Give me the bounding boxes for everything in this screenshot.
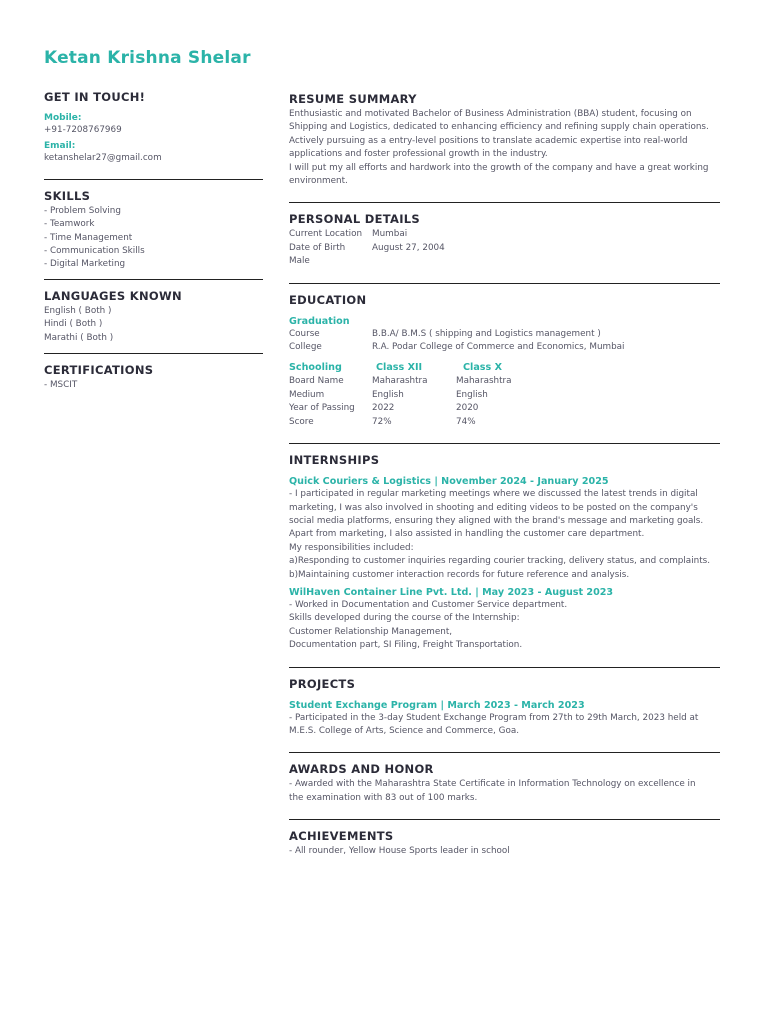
divider xyxy=(289,752,720,753)
internship-line: My responsibilities included: xyxy=(289,542,414,553)
internship-title: WilHaven Container Line Pvt. Ltd. | May 2023 - August 2023 xyxy=(289,586,614,598)
graduation-label: Graduation xyxy=(289,315,350,327)
project-line: M.E.S. College of Arts, Science and Commerce, Goa. xyxy=(289,725,520,736)
skill-item: - Time Management xyxy=(44,232,133,243)
internship-description xyxy=(289,599,720,653)
internship-line: Documentation part, SI Filing, Freight Transportation. xyxy=(289,640,523,651)
email-label: Email: xyxy=(44,141,76,152)
award-line: the examination with 83 out of 100 marks. xyxy=(289,792,478,803)
gender-value: Male xyxy=(289,256,310,267)
internship-line: Customer Relationship Management, xyxy=(289,626,453,637)
mobile-label: Mobile: xyxy=(44,113,82,123)
class10-label: Class X xyxy=(463,362,502,374)
location-row xyxy=(289,228,720,241)
dob-row xyxy=(289,242,720,255)
internship-line: - I participated in regular marketing meetings where we discussed the latest trends in digital xyxy=(289,489,698,500)
divider xyxy=(289,202,720,203)
table-row xyxy=(289,402,720,415)
college-row xyxy=(289,341,720,354)
location-value: Mumbai xyxy=(372,229,408,240)
internship-line: Apart from marketing, I also assisted in handling the customer care department. xyxy=(289,529,645,540)
summary-line: applications and foster professional growth in the industry. xyxy=(289,149,548,160)
schooling-label: Schooling xyxy=(289,362,342,374)
class10-value: English xyxy=(456,389,488,400)
row-label: Medium xyxy=(289,389,325,400)
class12-value: Maharashtra xyxy=(372,376,428,387)
language-item: English ( Both ) xyxy=(44,305,112,316)
row-label: Year of Passing xyxy=(289,403,355,414)
college-value: R.A. Podar College of Commerce and Economics, Mumbai xyxy=(372,342,625,353)
project-title: Student Exchange Program | March 2023 - March 2023 xyxy=(289,699,585,711)
summary-text xyxy=(289,108,720,188)
class12-value: 72% xyxy=(372,416,392,427)
table-row xyxy=(289,375,720,388)
language-item: Marathi ( Both ) xyxy=(44,332,114,343)
language-item: Hindi ( Both ) xyxy=(44,319,103,330)
internship-line: - Worked in Documentation and Customer Service department. xyxy=(289,599,568,610)
summary-line: Shipping and Logistics, dedicated to enhancing efficiency and refining supply chain operations. xyxy=(289,122,709,133)
summary-line: Actively pursuing as a entry-level positions to translate academic expertise into real-world xyxy=(289,135,688,146)
project-description xyxy=(289,712,720,739)
skill-item: - Communication Skills xyxy=(44,246,145,257)
location-label: Current Location xyxy=(289,229,363,240)
internship-line: b)Maintaining customer interaction records for future reference and analysis. xyxy=(289,569,630,580)
languages-list xyxy=(44,305,263,345)
divider xyxy=(44,279,263,280)
internship-line: social media platforms, ensuring they aligned with the brand's message and marketing goals. xyxy=(289,515,704,526)
education-heading: EDUCATION xyxy=(289,292,367,307)
dob-label: Date of Birth xyxy=(289,242,346,253)
internship-title: Quick Couriers & Logistics | November 2024 - January 2025 xyxy=(289,476,609,488)
internships-heading: INTERNSHIPS xyxy=(289,453,380,468)
skills-list xyxy=(44,205,263,272)
class10-value: 2020 xyxy=(456,403,479,414)
divider xyxy=(289,667,720,668)
course-value: B.B.A/ B.M.S ( shipping and Logistics management ) xyxy=(372,328,601,339)
course-row xyxy=(289,328,720,341)
awards-heading: AWARDS AND HONOR xyxy=(289,762,434,777)
college-label: College xyxy=(289,342,322,353)
row-label: Score xyxy=(289,416,314,427)
divider xyxy=(289,283,720,284)
summary-line: I will put my all efforts and hardwork into the growth of the company and have a great working xyxy=(289,162,709,173)
languages-heading: LANGUAGES KNOWN xyxy=(44,288,182,303)
candidate-name: Ketan Krishna Shelar xyxy=(44,48,251,68)
schooling-table xyxy=(289,375,720,429)
dob-value: August 27, 2004 xyxy=(372,242,445,253)
table-row xyxy=(289,416,720,429)
divider xyxy=(289,819,720,820)
skill-item: - Teamwork xyxy=(44,219,95,230)
internship-description xyxy=(289,488,720,582)
left-column xyxy=(44,90,263,392)
schooling-header xyxy=(289,362,720,373)
graduation-details xyxy=(289,328,720,355)
achievements-heading: ACHIEVEMENTS xyxy=(289,829,394,844)
personal-heading: PERSONAL DETAILS xyxy=(289,212,420,227)
project-line: - Participated in the 3-day Student Exchange Program from 27th to 29th March, 2023 held at xyxy=(289,712,699,723)
projects-heading: PROJECTS xyxy=(289,676,356,691)
contact-heading: GET IN TOUCH! xyxy=(44,90,146,104)
internship-line: marketing, I was also involved in shooting and editing videos to be posted on the company's xyxy=(289,502,698,513)
summary-heading: RESUME SUMMARY xyxy=(289,92,417,106)
internship-line: a)Responding to customer inquiries regarding courier tracking, delivery status, and complaints. xyxy=(289,556,711,567)
class12-value: 2022 xyxy=(372,403,395,414)
skill-item: - Digital Marketing xyxy=(44,259,126,270)
summary-line: Enthusiastic and motivated Bachelor of Business Administration (BBA) student, focusing on xyxy=(289,109,692,119)
table-row xyxy=(289,389,720,402)
divider xyxy=(44,353,263,354)
certifications-heading: CERTIFICATIONS xyxy=(44,363,154,378)
divider xyxy=(289,443,720,444)
internship-line: Skills developed during the course of the Internship: xyxy=(289,613,520,624)
certification-item: - MSCIT xyxy=(44,380,78,391)
skills-heading: SKILLS xyxy=(44,188,91,203)
class10-value: 74% xyxy=(456,416,476,427)
skill-item: - Problem Solving xyxy=(44,205,121,216)
class12-value: English xyxy=(372,389,404,400)
class10-value: Maharashtra xyxy=(456,376,512,387)
course-label: Course xyxy=(289,328,320,339)
summary-line: environment. xyxy=(289,176,348,187)
achievement-line: - All rounder, Yellow House Sports leader in school xyxy=(289,846,510,857)
email-value: ketanshelar27@gmail.com xyxy=(44,153,162,164)
right-column xyxy=(289,92,720,859)
mobile-value: +91-7208767969 xyxy=(44,125,122,135)
class12-label: Class XII xyxy=(376,362,423,374)
awards-description xyxy=(289,778,720,805)
award-line: - Awarded with the Maharashtra State Certificate in Information Technology on excellence in xyxy=(289,779,696,790)
divider xyxy=(44,179,263,180)
personal-details xyxy=(289,228,720,268)
row-label: Board Name xyxy=(289,376,344,387)
